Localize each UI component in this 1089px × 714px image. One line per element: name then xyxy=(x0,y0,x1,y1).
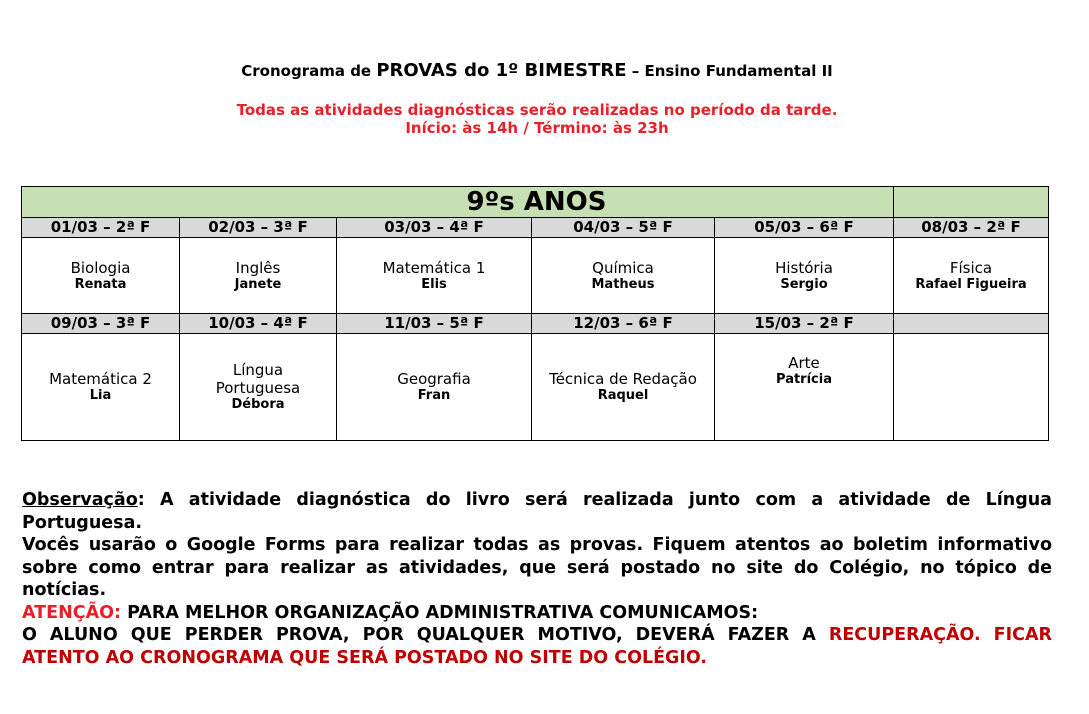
observation-paragraph xyxy=(22,489,1052,534)
date-cell: 12/03 – 6ª F xyxy=(532,314,715,334)
teacher-name: Rafael Figueira xyxy=(915,276,1027,292)
teacher-name: Sergio xyxy=(780,276,828,292)
recovery-rule-highlight: RECUPERAÇÃO. FICAR ATENTO AO CRONOGRAMA QUE SERÁ POSTADO NO SITE DO COLÉGIO. xyxy=(22,625,1052,668)
date-cell: 01/03 – 2ª F xyxy=(22,218,180,238)
date-cell: 03/03 – 4ª F xyxy=(337,218,532,238)
attention-line xyxy=(22,602,1052,625)
subject-name: Geografia xyxy=(397,370,471,388)
title-prefix: Cronograma de xyxy=(241,62,377,80)
subject-name: Língua Portuguesa xyxy=(215,361,301,397)
title-main: PROVAS do 1º BIMESTRE xyxy=(376,60,627,81)
subject-name: Biologia xyxy=(70,258,131,277)
subject-name: Matemática 2 xyxy=(49,370,152,388)
date-row-2 xyxy=(22,314,1049,334)
teacher-name: Lia xyxy=(89,388,112,403)
grade-title: 9ºs ANOS xyxy=(466,187,607,217)
teacher-name: Janete xyxy=(234,276,282,292)
teacher-name: Raquel xyxy=(597,388,649,403)
teacher-name: Débora xyxy=(231,397,285,412)
attention-text: PARA MELHOR ORGANIZAÇÃO ADMINISTRATIVA COMUNICAMOS: xyxy=(120,602,759,623)
exam-cell xyxy=(22,334,180,441)
subject-name: Arte xyxy=(788,354,820,372)
subject-name: Matemática 1 xyxy=(382,258,486,277)
teacher-name: Fran xyxy=(417,388,451,403)
teacher-name: Matheus xyxy=(591,276,655,292)
date-cell: 10/03 – 4ª F xyxy=(180,314,337,334)
subject-name: História xyxy=(775,258,833,277)
period-notice xyxy=(0,101,1074,137)
subject-name: Química xyxy=(592,258,654,277)
grade-band-row xyxy=(22,187,1049,218)
subject-name: Inglês xyxy=(235,258,281,277)
attention-label: ATENÇÃO: xyxy=(22,602,121,623)
period-notice-line1: Todas as atividades diagnósticas serão realizadas no período da tarde. xyxy=(236,101,838,119)
exam-cell xyxy=(532,334,715,441)
date-cell: 02/03 – 3ª F xyxy=(180,218,337,238)
exam-row-1 xyxy=(22,238,1049,314)
exam-cell xyxy=(180,238,337,314)
exam-cell xyxy=(715,238,894,314)
recovery-rule xyxy=(22,624,1052,669)
date-cell xyxy=(894,314,1049,334)
exam-cell xyxy=(337,238,532,314)
exam-cell xyxy=(180,334,337,441)
google-forms-paragraph: Vocês usarão o Google Forms para realizar todas as provas. Fiquem atentos ao boletim informativo sobre como entrar para realizar as atividades, que será postado no site do Colégio, no tópico de notícias. xyxy=(22,535,1052,600)
observation-label: Observação xyxy=(22,490,138,510)
date-cell: 15/03 – 2ª F xyxy=(715,314,894,334)
teacher-name: Patrícia xyxy=(776,372,832,387)
exam-cell xyxy=(22,238,180,314)
date-cell: 08/03 – 2ª F xyxy=(894,218,1049,238)
title-suffix: – Ensino Fundamental II xyxy=(626,62,833,80)
grade-band xyxy=(22,187,894,218)
date-cell: 05/03 – 6ª F xyxy=(715,218,894,238)
teacher-name: Elis xyxy=(421,276,447,292)
exam-cell xyxy=(337,334,532,441)
date-cell: 09/03 – 3ª F xyxy=(22,314,180,334)
notes-section xyxy=(22,489,1052,669)
page-title xyxy=(0,60,1074,81)
subject-name: Técnica de Redação xyxy=(549,370,697,388)
teacher-name: Renata xyxy=(74,276,127,292)
observation-text: : A atividade diagnóstica do livro será realizada junto com a atividade de Língua Portuguesa. xyxy=(22,490,1052,533)
date-cell: 04/03 – 5ª F xyxy=(532,218,715,238)
exam-schedule-table xyxy=(21,186,1049,441)
grade-band-end xyxy=(894,187,1049,218)
date-cell: 11/03 – 5ª F xyxy=(337,314,532,334)
period-notice-line2: Início: às 14h / Término: às 23h xyxy=(405,119,669,137)
subject-name: Física xyxy=(949,258,993,277)
exam-cell xyxy=(532,238,715,314)
recovery-rule-text: O ALUNO QUE PERDER PROVA, POR QUALQUER MOTIVO, DEVERÁ FAZER A xyxy=(22,625,829,645)
exam-cell xyxy=(894,238,1049,314)
exam-cell-empty xyxy=(894,334,1049,441)
date-row-1 xyxy=(22,218,1049,238)
exam-cell xyxy=(715,334,894,441)
exam-row-2 xyxy=(22,334,1049,441)
